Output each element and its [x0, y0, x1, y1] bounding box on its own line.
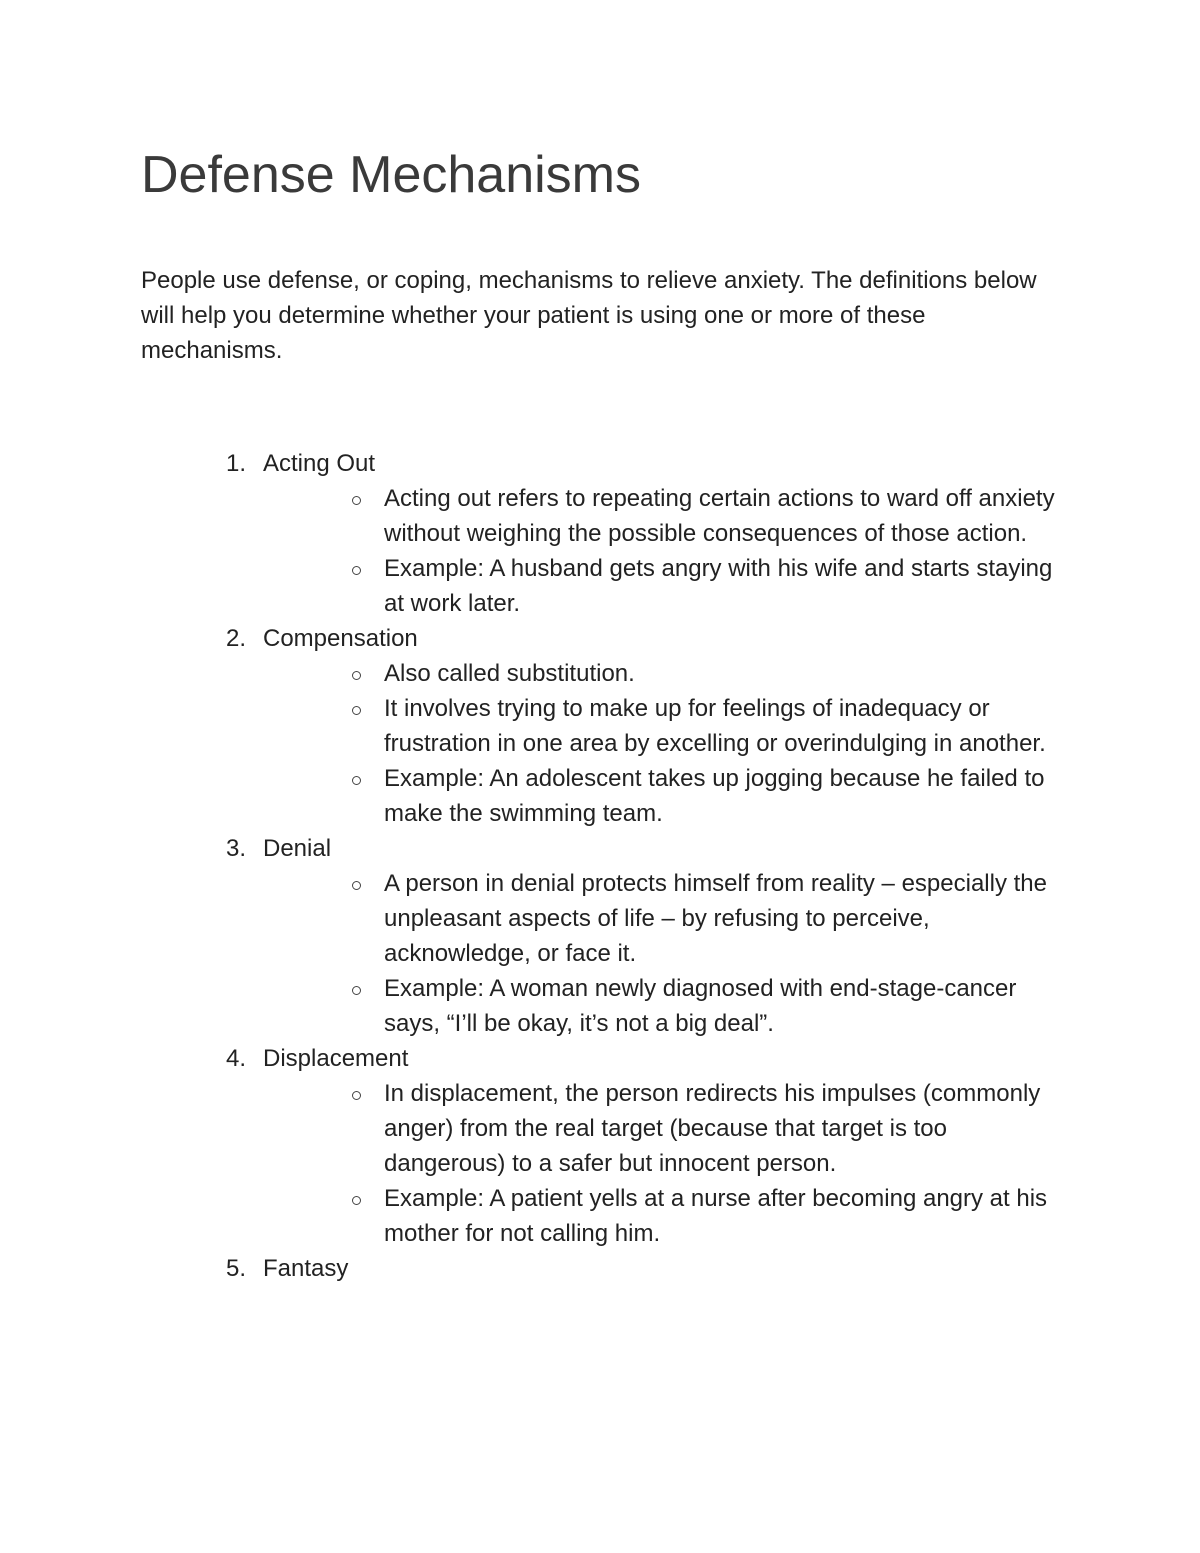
- sub-item: [0, 656, 1064, 691]
- sub-list: [0, 481, 1200, 621]
- sub-item-text: Example: A woman newly diagnosed with end-stage-cancer says, “I’ll be okay, it’s not a big deal”.: [384, 975, 1017, 1037]
- sub-item: [0, 866, 1064, 971]
- sub-item-text: Example: A patient yells at a nurse after becoming angry at his mother for not calling him.: [384, 1185, 1048, 1247]
- sub-item-text: In displacement, the person redirects his impulses (commonly anger) from the real target (because that target is too dangerous) to a safer but innocent person.: [384, 1080, 1041, 1177]
- sub-item-text: Also called substitution.: [384, 660, 635, 687]
- sub-item: [0, 971, 1064, 1041]
- hollow-bullet-icon: [350, 1076, 366, 1111]
- hollow-bullet-icon: [350, 1181, 366, 1216]
- sub-item: [0, 1181, 1064, 1251]
- list-item: [0, 1251, 1200, 1286]
- sub-list: [0, 656, 1200, 831]
- list-item: [0, 1041, 1200, 1251]
- item-heading: [0, 1041, 1200, 1076]
- hollow-bullet-icon: [350, 656, 366, 691]
- item-heading: [0, 621, 1200, 656]
- page-title: Defense Mechanisms: [141, 146, 641, 204]
- item-label-acting-out: Acting Out: [263, 450, 376, 477]
- sub-item-text: Example: An adolescent takes up jogging because he failed to make the swimming team.: [384, 765, 1045, 827]
- sub-item-text: Acting out refers to repeating certain actions to ward off anxiety without weighing the possible consequences of those action.: [384, 485, 1055, 547]
- hollow-bullet-icon: [350, 761, 366, 796]
- mechanism-list: [0, 446, 1200, 1286]
- list-item: [0, 831, 1200, 1041]
- item-heading: [0, 1251, 1200, 1286]
- item-label-denial: Denial: [263, 835, 332, 862]
- sub-item: [0, 761, 1064, 831]
- sub-item-text: It involves trying to make up for feelings of inadequacy or frustration in one area by excelling or overindulging in another.: [384, 695, 1046, 757]
- hollow-bullet-icon: [350, 866, 366, 901]
- item-label-fantasy: Fantasy: [263, 1255, 349, 1282]
- list-item: [0, 446, 1200, 621]
- item-label-displacement: Displacement: [263, 1045, 409, 1072]
- intro-paragraph: People use defense, or coping, mechanisms to relieve anxiety. The definitions below will help you determine whether your patient is using one or more of these mechanisms.: [141, 267, 1037, 364]
- item-heading: [0, 831, 1200, 866]
- item-number: 4.: [226, 1045, 247, 1072]
- item-heading: [0, 446, 1200, 481]
- list-item: [0, 621, 1200, 831]
- item-number: 1.: [226, 450, 247, 477]
- sub-item-text: Example: A husband gets angry with his wife and starts staying at work later.: [384, 555, 1053, 617]
- item-number: 5.: [226, 1255, 247, 1282]
- item-number: 2.: [226, 625, 247, 652]
- sub-item: [0, 1076, 1064, 1181]
- sub-item: [0, 551, 1064, 621]
- hollow-bullet-icon: [350, 551, 366, 586]
- hollow-bullet-icon: [350, 481, 366, 516]
- sub-item-text: A person in denial protects himself from reality – especially the unpleasant aspects of life – by refusing to perceive, acknowledge, or face it.: [384, 870, 1047, 967]
- sub-item: [0, 481, 1064, 551]
- sub-list: [0, 866, 1200, 1041]
- hollow-bullet-icon: [350, 691, 366, 726]
- hollow-bullet-icon: [350, 971, 366, 1006]
- item-label-compensation: Compensation: [263, 625, 418, 652]
- sub-item: [0, 691, 1064, 761]
- item-number: 3.: [226, 835, 247, 862]
- sub-list: [0, 1076, 1200, 1251]
